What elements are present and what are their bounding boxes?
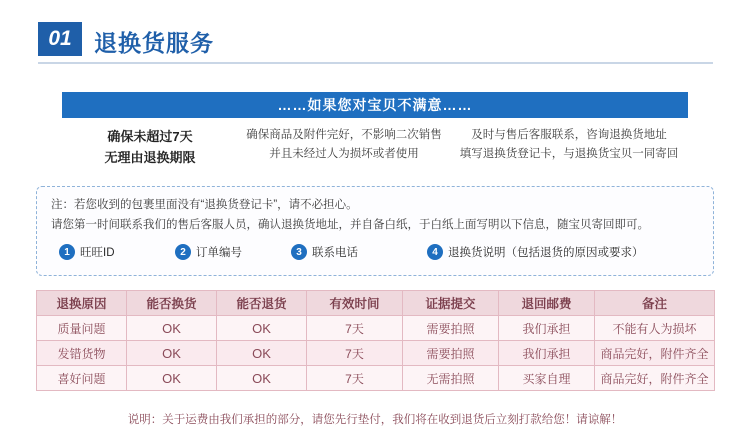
table-row xyxy=(37,366,715,391)
number-circle-icon: 1 xyxy=(59,244,75,260)
table-row xyxy=(37,341,715,366)
number-circle-icon: 4 xyxy=(427,244,443,260)
return-policy-table-wrapper xyxy=(36,290,714,391)
table-cell: 买家自理 xyxy=(499,366,595,391)
note-required-info-list xyxy=(51,244,699,260)
note-item-phone xyxy=(291,244,421,260)
note-line-1: 注：若您收到的包裹里面没有“退换货登记卡”，请不必担心。 xyxy=(51,199,358,211)
table-cell: 不能有人为损坏 xyxy=(595,316,715,341)
note-item-label: 订单编号 xyxy=(196,247,242,260)
header-divider xyxy=(38,62,713,64)
table-header-cell: 退换原因 xyxy=(37,291,127,316)
dissatisfaction-banner: ……如果您对宝贝不满意…… xyxy=(62,92,688,118)
note-box xyxy=(36,186,714,276)
table-cell: OK xyxy=(217,316,307,341)
table-header-row xyxy=(37,291,715,316)
table-header-cell: 退回邮费 xyxy=(499,291,595,316)
table-cell: OK xyxy=(217,341,307,366)
policy-column-period-line1: 确保未超过7天 xyxy=(107,129,193,144)
policy-column-condition-line1: 确保商品及附件完好，不影响二次销售 xyxy=(246,129,442,141)
table-cell: 商品完好，附件齐全 xyxy=(595,341,715,366)
number-circle-icon: 2 xyxy=(175,244,191,260)
table-cell: OK xyxy=(127,341,217,366)
policy-column-period-line2: 无理由退换期限 xyxy=(104,150,196,166)
page-title: 退换货服务 xyxy=(94,30,214,56)
policy-column-period xyxy=(62,126,238,169)
table-cell: OK xyxy=(127,366,217,391)
table-header-cell: 能否退货 xyxy=(217,291,307,316)
table-row xyxy=(37,316,715,341)
policy-columns xyxy=(62,126,688,169)
table-header-cell: 证据提交 xyxy=(403,291,499,316)
table-cell: 7天 xyxy=(307,366,403,391)
number-circle-icon: 3 xyxy=(291,244,307,260)
table-cell: 我们承担 xyxy=(499,316,595,341)
table-cell: OK xyxy=(127,316,217,341)
table-cell: 我们承担 xyxy=(499,341,595,366)
table-header-cell: 备注 xyxy=(595,291,715,316)
note-item-label: 旺旺ID xyxy=(80,247,115,260)
table-cell: 商品完好，附件齐全 xyxy=(595,366,715,391)
section-header xyxy=(38,22,214,56)
table-cell: 7天 xyxy=(307,341,403,366)
note-item-reason xyxy=(427,244,644,260)
policy-column-contact-line2: 填写退换货登记卡，与退换货宝贝一同寄回 xyxy=(459,147,679,160)
table-cell: 无需拍照 xyxy=(403,366,499,391)
policy-column-condition xyxy=(238,126,450,169)
note-item-order-number xyxy=(175,244,285,260)
return-policy-table xyxy=(36,290,715,391)
table-header-cell: 能否换货 xyxy=(127,291,217,316)
table-cell: 发错货物 xyxy=(37,341,127,366)
table-cell: 喜好问题 xyxy=(37,366,127,391)
table-cell: 7天 xyxy=(307,316,403,341)
note-item-label: 退换货说明（包括退货的原因或要求） xyxy=(448,247,644,260)
table-header-cell: 有效时间 xyxy=(307,291,403,316)
note-item-wangwang-id xyxy=(59,244,169,260)
section-number-badge: 01 xyxy=(38,22,82,56)
table-cell: 需要拍照 xyxy=(403,316,499,341)
policy-column-contact xyxy=(450,126,688,169)
note-item-label: 联系电话 xyxy=(312,247,358,260)
shipping-footnote: 说明：关于运费由我们承担的部分，请您先行垫付，我们将在收到退货后立刻打款给您！请谅解！ xyxy=(127,414,623,426)
policy-column-condition-line2: 并且未经过人为损坏或者使用 xyxy=(269,147,419,160)
table-cell: 需要拍照 xyxy=(403,341,499,366)
note-line-2: 请您第一时间联系我们的售后客服人员，确认退换货地址，并自备白纸，于白纸上面写明以下信息，随宝贝寄回即可。 xyxy=(51,219,649,232)
table-cell: 质量问题 xyxy=(37,316,127,341)
table-cell: OK xyxy=(217,366,307,391)
policy-column-contact-line1: 及时与售后客服联系，咨询退换货地址 xyxy=(471,129,667,141)
